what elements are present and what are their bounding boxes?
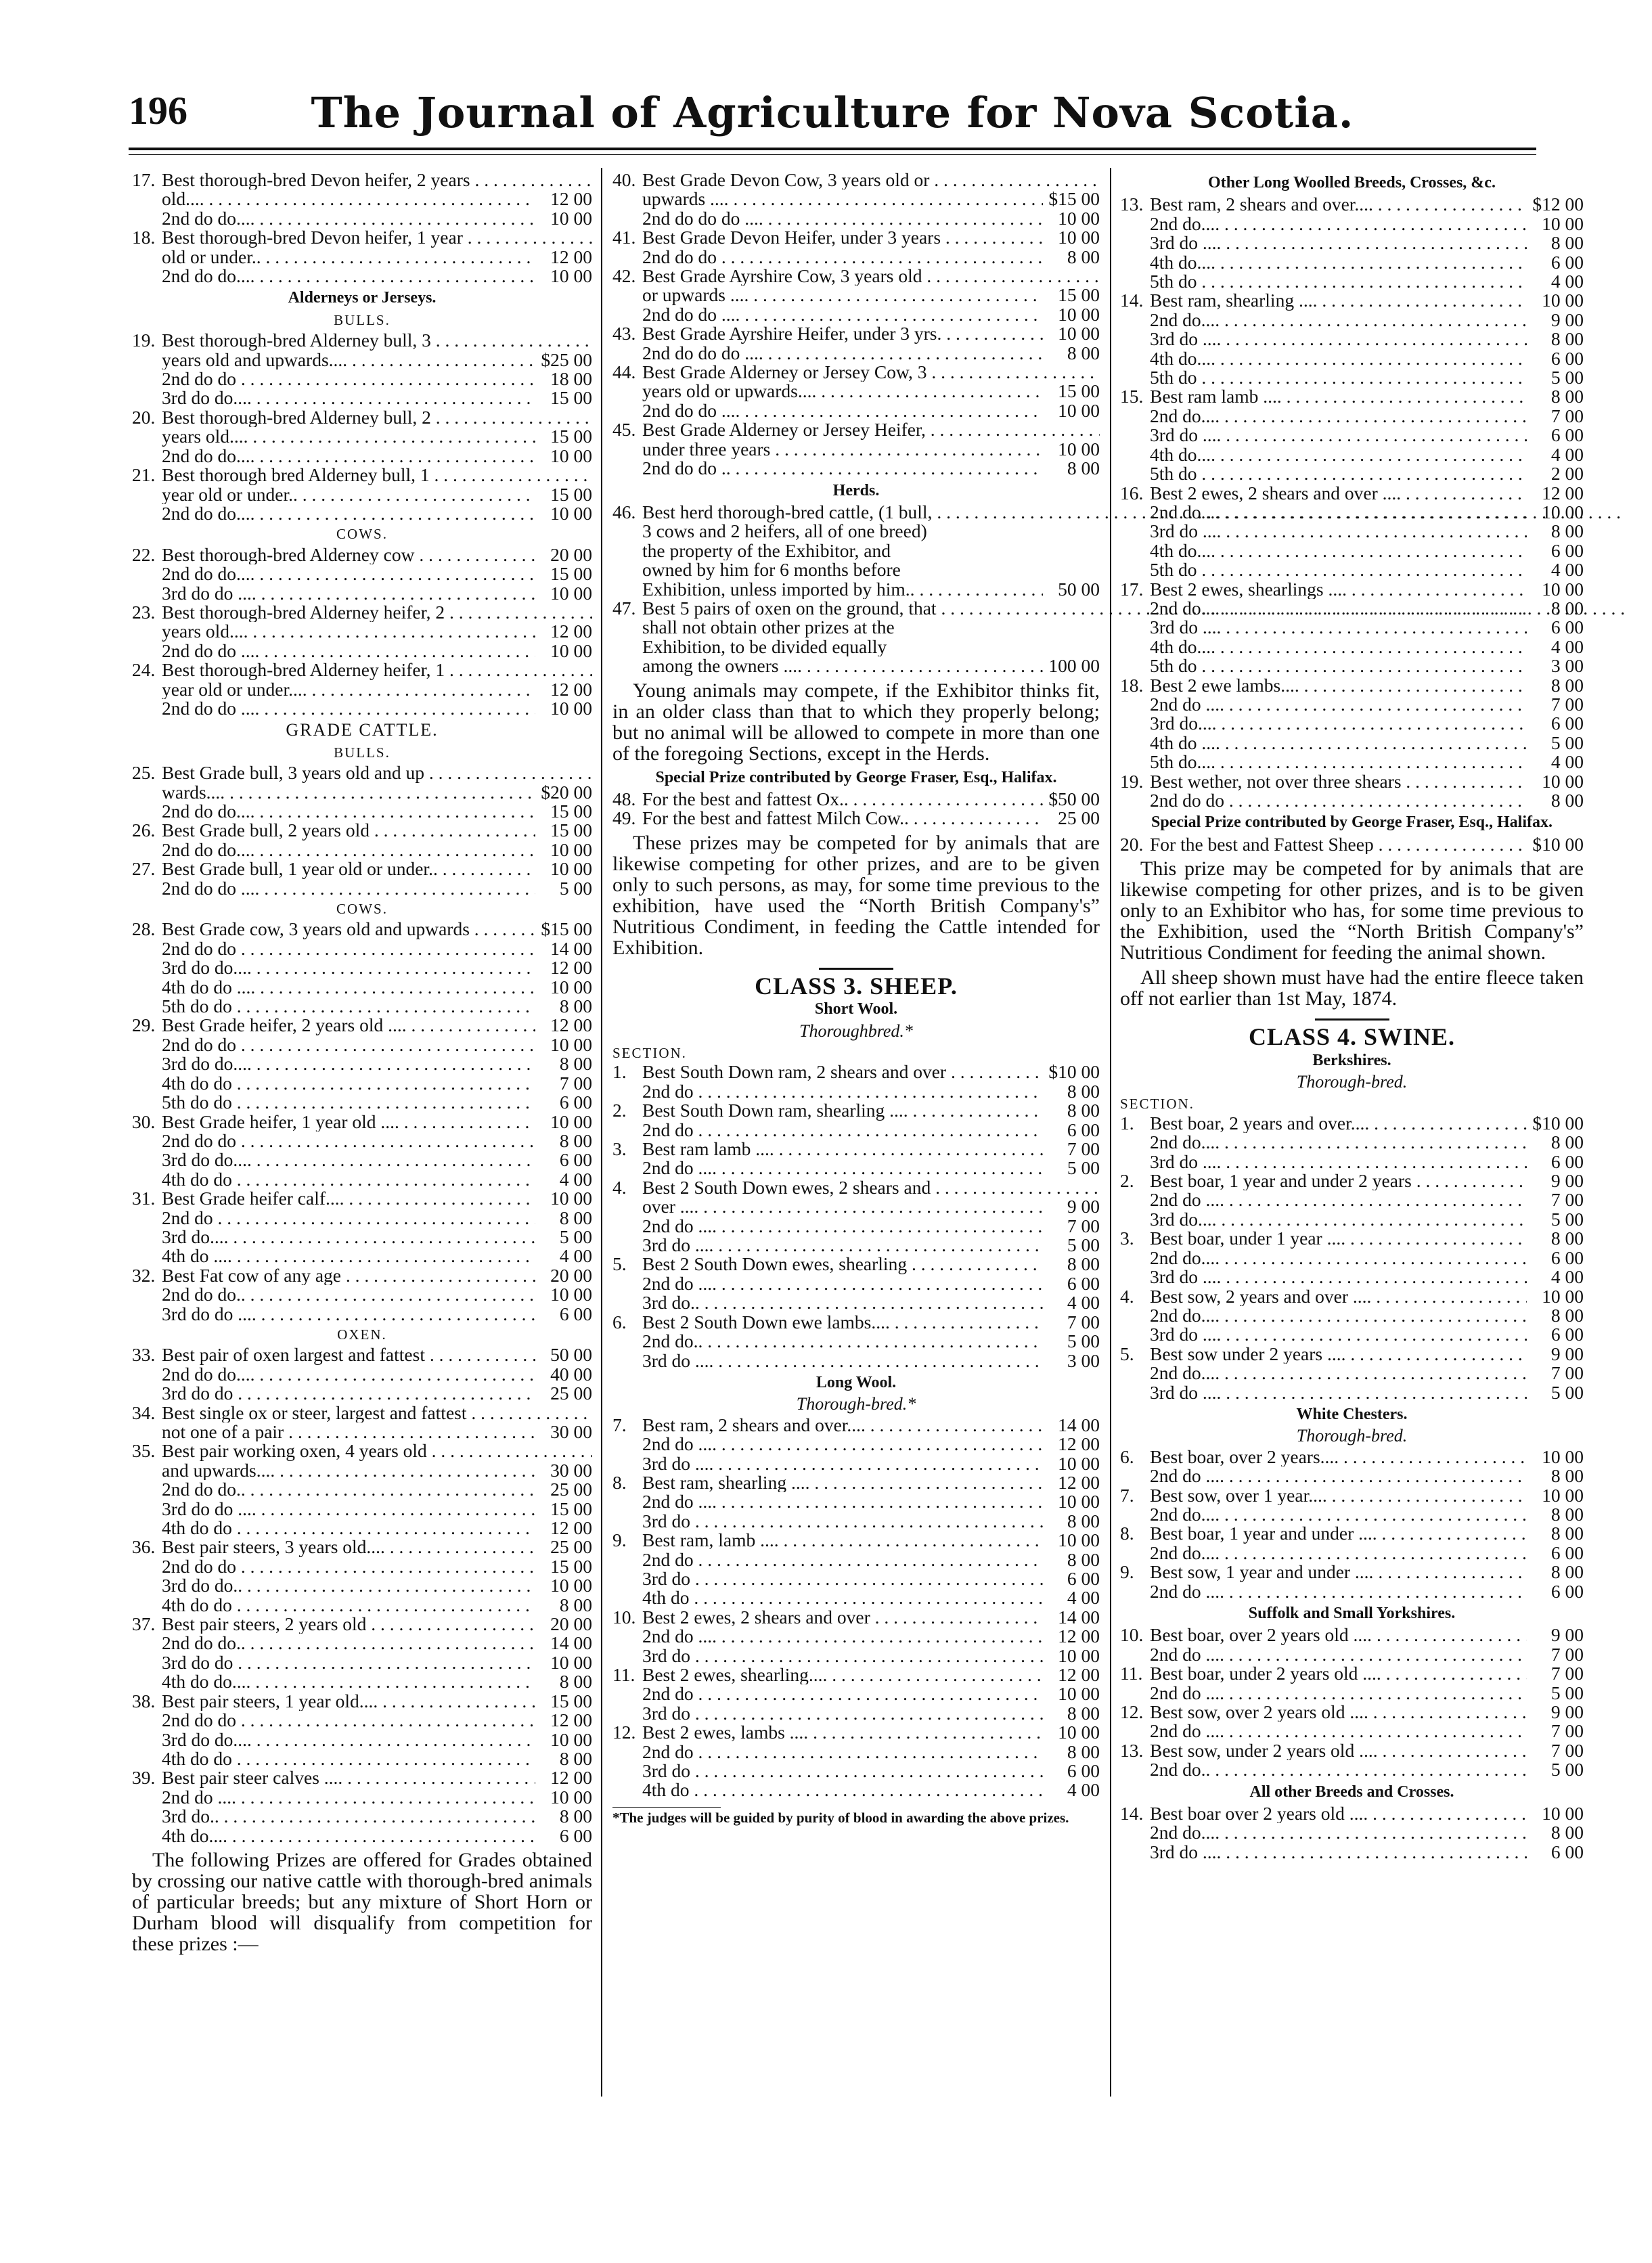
prize-entry: 2nd do.... . . . 10 00 <box>1120 215 1584 233</box>
prize-entry: 26. Best Grade bull, 2 years old . . . 15 00 <box>132 821 592 840</box>
prize-entry: 2nd do do . . . 8 00 <box>612 248 1100 267</box>
prize-entry: 4. Best 2 South Down ewes, 2 shears and . . . <box>612 1178 1100 1197</box>
paragraph: This prize may be competed for by animals that are likewise competing for other prizes, and is to be given only to an Exhibitor who has, for some time previous to the Exhibition, used the “North British Company's” Nutritious Condiment for feeding the animal shown. <box>1120 857 1584 964</box>
prize-entry: 4th do.... . . . 6 00 <box>1120 253 1584 272</box>
prize-entry-cont: Exhibition, unless imported by him.. . . . 50 00 <box>612 580 1100 599</box>
prize-entry: 3. Best boar, under 1 year .... . . . 8 00 <box>1120 1229 1584 1248</box>
prize-entry: 3rd do.... . . . 6 00 <box>1120 714 1584 733</box>
section-subheading: Thoroughbred.* <box>799 1021 913 1041</box>
prize-entry: 39. Best pair steer calves .... . . . 12 00 <box>132 1768 592 1787</box>
prize-entry: 18. Best 2 ewe lambs.... . . . 8 00 <box>1120 676 1584 695</box>
prize-entry: 2nd do do . . . 14 00 <box>132 939 592 958</box>
section-subheading: Thorough-bred. <box>1296 1426 1408 1446</box>
column-rule <box>1110 168 1111 2097</box>
prize-entry: 2nd do .... . . . 7 00 <box>1120 1190 1584 1209</box>
section-label: SECTION. <box>612 1045 687 1061</box>
section-subheading: Thorough-bred. <box>1296 1072 1408 1092</box>
prize-entry: 8. Best ram, shearling .... . . . 12 00 <box>612 1473 1100 1492</box>
prize-entry: 3rd do .... . . . 5 00 <box>1120 1383 1584 1402</box>
prize-entry: 28. Best Grade cow, 3 years old and upwards . . . $15 00 <box>132 920 592 939</box>
prize-entry: 2nd do.... . . . 7 00 <box>1120 1364 1584 1383</box>
prize-entry: 2nd do . . . 6 00 <box>612 1121 1100 1140</box>
prize-entry: 11. Best 2 ewes, shearling.... . . . 12 00 <box>612 1665 1100 1684</box>
prize-entry: 4th do.... . . . 6 00 <box>1120 349 1584 368</box>
paragraph: All sheep shown must have had the entire fleece taken off not earlier than 1st May, 1874. <box>1120 966 1584 1010</box>
prize-entry: 4th do . . . 4 00 <box>612 1780 1100 1799</box>
prize-entry: 4. Best sow, 2 years and over .... . . . 10 00 <box>1120 1287 1584 1306</box>
prize-entry: 2nd do .... . . . 5 00 <box>1120 1684 1584 1703</box>
prize-entry: 19. Best wether, not over three shears . . . 10 00 <box>1120 772 1584 791</box>
prize-entry-cont: and upwards.... . . . 30 00 <box>132 1461 592 1480</box>
prize-entry-cont: 3 cows and 2 heifers, all of one breed) <box>642 522 927 541</box>
prize-entry: 22. Best thorough-bred Alderney cow . . . 20 00 <box>132 545 592 564</box>
prize-entry: 37. Best pair steers, 2 years old . . . 20 00 <box>132 1615 592 1634</box>
column-rule <box>601 168 602 2097</box>
prize-entry: 32. Best Fat cow of any age . . . 20 00 <box>132 1266 592 1285</box>
prize-entry: 38. Best pair steers, 1 year old.... . . . 15 00 <box>132 1692 592 1711</box>
section-heading: Berkshires. <box>1312 1051 1391 1069</box>
prize-entry: 3rd do.. . . . 4 00 <box>612 1293 1100 1312</box>
prize-entry: 2nd do do.... . . . 15 00 <box>132 802 592 821</box>
prize-entry: 2nd do . . . 8 00 <box>612 1082 1100 1101</box>
paragraph: Young animals may compete, if the Exhibitor thinks fit, in an older class than that to which they properly belong; but no animal will be allowed to compete in more than one of the foregoing Sections, except in the Herds. <box>612 679 1100 765</box>
prize-entry: 35. Best pair working oxen, 4 years old . . . <box>132 1441 592 1460</box>
subsection-heading: OXEN. <box>337 1326 387 1343</box>
prize-entry: 46. Best herd thorough-bred cattle, (1 bull, . . . <box>612 503 1100 522</box>
prize-entry: 3rd do .... . . . 5 00 <box>612 1236 1100 1255</box>
prize-entry: 2nd do.. . . . 5 00 <box>1120 1760 1584 1779</box>
prize-entry: 2nd do.... . . . 8 00 <box>1120 1133 1584 1152</box>
prize-entry: 2nd do.... . . . 6 00 <box>1120 1249 1584 1268</box>
section-label: SECTION. <box>1120 1096 1195 1113</box>
prize-entry: 3rd do .... . . . 6 00 <box>1120 426 1584 445</box>
prize-entry: 36. Best pair steers, 3 years old.... . . . 25 00 <box>132 1538 592 1556</box>
prize-entry: 20. Best thorough-bred Alderney bull, 2 . . . <box>132 408 592 427</box>
prize-entry: 3rd do do.... . . . 12 00 <box>132 958 592 977</box>
prize-entry: 3rd do.... . . . 5 00 <box>132 1228 592 1247</box>
prize-entry: 2. Best South Down ram, shearling .... . . . 8 00 <box>612 1101 1100 1120</box>
prize-entry: 3rd do do .... . . . 6 00 <box>132 1305 592 1324</box>
prize-entry: 24. Best thorough-bred Alderney heifer, 1 . . . <box>132 660 592 679</box>
prize-entry: 3rd do .... . . . 6 00 <box>1120 618 1584 637</box>
section-heading: All other Breeds and Crosses. <box>1249 1783 1454 1801</box>
prize-entry: 2nd do do .... . . . 5 00 <box>132 879 592 898</box>
header-rule-thin <box>129 154 1536 155</box>
prize-entry-cont: the property of the Exhibitor, and <box>642 541 891 561</box>
prize-entry: 11. Best boar, under 2 years old .... . . . 7 00 <box>1120 1664 1584 1683</box>
prize-entry: 2nd do .... . . . 6 00 <box>1120 1582 1584 1601</box>
prize-entry: 18. Best thorough-bred Devon heifer, 1 year . . . <box>132 228 592 247</box>
prize-entry: 3rd do do.... . . . 10 00 <box>132 1730 592 1749</box>
prize-entry: 42. Best Grade Ayrshire Cow, 3 years old . . . <box>612 267 1100 286</box>
prize-entry: 3rd do do.... . . . 8 00 <box>132 1054 592 1073</box>
prize-entry: 13. Best sow, under 2 years old .... . . . 7 00 <box>1120 1741 1584 1760</box>
prize-entry: 33. Best pair of oxen largest and fattest . . . 50 00 <box>132 1345 592 1364</box>
prize-entry: 27. Best Grade bull, 1 year old or under.. . . . 10 00 <box>132 859 592 878</box>
subsection-heading: BULLS. <box>334 311 390 328</box>
prize-entry: 3rd do do .... . . . 10 00 <box>132 584 592 603</box>
prize-entry: 6. Best 2 South Down ewe lambs.... . . . 7 00 <box>612 1313 1100 1332</box>
prize-entry: 19. Best thorough-bred Alderney bull, 3 . . . <box>132 331 592 350</box>
prize-entry: 5. Best sow under 2 years .... . . . 9 00 <box>1120 1345 1584 1364</box>
prize-entry: 2nd do.... . . . 6 00 <box>1120 1544 1584 1563</box>
prize-entry: 2nd do do .... . . . 10 00 <box>132 699 592 718</box>
subsection-heading: BULLS. <box>334 744 390 761</box>
prize-entry: 2. Best boar, 1 year and under 2 years . . . 9 00 <box>1120 1171 1584 1190</box>
prize-entry: 4th do .... . . . 4 00 <box>132 1247 592 1265</box>
subsection-heading: COWS. <box>336 526 388 543</box>
prize-entry: 3rd do .... . . . 8 00 <box>1120 522 1584 541</box>
prize-entry: 14. Best boar over 2 years old .... . . . 10 00 <box>1120 1804 1584 1823</box>
section-heading: Alderneys or Jerseys. <box>288 289 437 307</box>
prize-entry: 3rd do do.... . . . 15 00 <box>132 388 592 407</box>
prize-entry: 2nd do do.. . . . 25 00 <box>132 1480 592 1499</box>
separator-rule <box>819 968 893 970</box>
prize-entry: 7. Best sow, over 1 year.... . . . 10 00 <box>1120 1486 1584 1505</box>
prize-entry: 5th do do . . . 6 00 <box>132 1093 592 1112</box>
prize-entry: 5th do . . . 4 00 <box>1120 560 1584 579</box>
prize-entry: 2nd do.. . . . 5 00 <box>612 1332 1100 1351</box>
journal-title: The Journal of Agriculture for Nova Scotia. <box>311 88 1354 137</box>
prize-entry: 29. Best Grade heifer, 2 years old .... . . . 12 00 <box>132 1016 592 1035</box>
prize-entry: 3rd do .... . . . 8 00 <box>1120 233 1584 252</box>
section-heading: Long Wool. <box>816 1373 897 1391</box>
prize-entry: 49. For the best and fattest Milch Cow.. . . . 25 00 <box>612 809 1100 828</box>
prize-entry: 41. Best Grade Devon Heifer, under 3 years . . . 10 00 <box>612 228 1100 247</box>
prize-entry: 2nd do .... . . . 10 00 <box>612 1492 1100 1511</box>
prize-entry: 2nd do do . . . 12 00 <box>132 1711 592 1730</box>
section-heading: Special Prize contributed by George Fraser, Esq., Halifax. <box>655 768 1057 786</box>
prize-entry: 2nd do do.... . . . 40 00 <box>132 1365 592 1384</box>
prize-entry: 2nd do do . . . 10 00 <box>132 1035 592 1054</box>
prize-entry: 45. Best Grade Alderney or Jersey Heifer, . . . <box>612 420 1100 439</box>
prize-entry-cont: owned by him for 6 months before <box>642 560 901 580</box>
section-heading: White Chesters. <box>1296 1405 1408 1423</box>
prize-entry-cont: years old and upwards.... . . . $25 00 <box>132 351 592 369</box>
prize-entry: 14. Best ram, shearling .... . . . 10 00 <box>1120 291 1584 310</box>
prize-entry: 12. Best 2 ewes, lambs .... . . . 10 00 <box>612 1723 1100 1742</box>
prize-entry: 4th do.... . . . 4 00 <box>1120 637 1584 656</box>
prize-entry: 2nd do . . . 8 00 <box>612 1550 1100 1569</box>
prize-entry-cont: year old or under.... . . . 12 00 <box>132 680 592 699</box>
prize-entry: 12. Best sow, over 2 years old .... . . . 9 00 <box>1120 1703 1584 1722</box>
prize-entry: 2nd do do.... . . . 10 00 <box>132 504 592 523</box>
prize-entry: 3rd do .... . . . 3 00 <box>612 1351 1100 1370</box>
prize-entry: 4th do do . . . 4 00 <box>132 1170 592 1189</box>
prize-entry: 9. Best sow, 1 year and under .... . . . 8 00 <box>1120 1563 1584 1582</box>
prize-entry: 21. Best thorough bred Alderney bull, 1 . . . <box>132 466 592 485</box>
footnote: *The judges will be guided by purity of blood in awarding the above prizes. <box>612 1809 1069 1826</box>
prize-entry: 40. Best Grade Devon Cow, 3 years old or . . . <box>612 171 1100 189</box>
prize-entry: 2nd do do.. . . . 10 00 <box>132 1285 592 1304</box>
section-heading: Herds. <box>832 481 880 499</box>
paragraph: These prizes may be competed for by animals that are likewise competing for other prizes, and are to be given only to such persons, as may, for some time previous to the exhibition, have used the “North British Company's” Nutritious Condiment, in feeding the Cattle intended for Exhibition. <box>612 831 1100 959</box>
page-number: 196 <box>129 89 187 133</box>
prize-entry-cont: among the owners .... . . . 100 00 <box>612 656 1100 675</box>
prize-entry: 7. Best ram, 2 shears and over.... . . . 14 00 <box>612 1416 1100 1435</box>
separator-rule <box>1315 1018 1389 1021</box>
prize-entry: 2nd do.... . . . 7 00 <box>1120 407 1584 426</box>
prize-entry: 2nd do do .... . . . 10 00 <box>612 305 1100 324</box>
prize-entry: 2nd do .... . . . 10 00 <box>132 1788 592 1807</box>
prize-entry: 2nd do do . . . 8 00 <box>1120 791 1584 810</box>
prize-entry: 4th do do . . . 7 00 <box>132 1074 592 1093</box>
prize-entry: 2nd do .... . . . 5 00 <box>612 1159 1100 1178</box>
prize-entry: 23. Best thorough-bred Alderney heifer, 2 . . . <box>132 603 592 622</box>
footnote-rule <box>612 1807 721 1808</box>
prize-entry: 1. Best boar, 2 years and over.... . . . $10 00 <box>1120 1114 1584 1133</box>
prize-entry: 31. Best Grade heifer calf.... . . . 10 00 <box>132 1189 592 1208</box>
prize-entry: 5th do do . . . 8 00 <box>132 997 592 1016</box>
prize-entry: 2nd do.... . . . 10 00 <box>1120 503 1584 522</box>
column-3 <box>1120 171 1584 1862</box>
prize-entry: 3rd do .... . . . 6 00 <box>1120 1152 1584 1171</box>
prize-entry: 2nd do do . . . 8 00 <box>132 1132 592 1150</box>
prize-entry-cont: over .... . . . 9 00 <box>612 1197 1100 1216</box>
prize-entry: 2nd do do.... . . . 10 00 <box>132 447 592 466</box>
prize-entry: 2nd do .... . . . 12 00 <box>612 1627 1100 1646</box>
prize-entry: 2nd do do.... . . . 10 00 <box>132 841 592 859</box>
prize-entry: 34. Best single ox or steer, largest and fattest . . . <box>132 1404 592 1422</box>
prize-entry: 17. Best 2 ewes, shearlings .... . . . 10 00 <box>1120 580 1584 599</box>
page-header <box>129 88 1536 149</box>
prize-entry: 3rd do .... . . . 6 00 <box>1120 1325 1584 1344</box>
class-heading: CLASS 3. SHEEP. <box>755 972 958 1000</box>
prize-entry-cont: shall not obtain other prizes at the <box>642 618 895 637</box>
prize-entry: 4th do do . . . 8 00 <box>132 1596 592 1615</box>
prize-entry-cont: Exhibition, to be divided equally <box>642 637 887 657</box>
prize-entry: 3rd do .... . . . 6 00 <box>1120 1843 1584 1862</box>
prize-entry: 43. Best Grade Ayrshire Heifer, under 3 yrs. . . . 10 00 <box>612 324 1100 343</box>
prize-entry: 2nd do do .... . . . 10 00 <box>612 401 1100 420</box>
prize-entry: 2nd do .... . . . 7 00 <box>1120 695 1584 714</box>
prize-entry: 2nd do .... . . . 6 00 <box>612 1274 1100 1293</box>
prize-entry-cont: not one of a pair . . . 30 00 <box>132 1422 592 1441</box>
prize-entry: 3rd do . . . 6 00 <box>612 1569 1100 1588</box>
prize-entry-cont: upwards .... . . . $15 00 <box>612 189 1100 208</box>
prize-entry: 10. Best 2 ewes, 2 shears and over . . . 14 00 <box>612 1608 1100 1627</box>
header-rule <box>129 148 1536 150</box>
prize-entry: 6. Best boar, over 2 years.... . . . 10 00 <box>1120 1448 1584 1466</box>
prize-entry: 2nd do do.... . . . 10 00 <box>132 267 592 286</box>
prize-entry: 2nd do.... . . . 8 00 <box>1120 1823 1584 1842</box>
prize-entry: 2nd do do . . . 18 00 <box>132 369 592 388</box>
prize-entry: 5th do . . . 5 00 <box>1120 368 1584 387</box>
prize-entry: 3rd do do.... . . . 6 00 <box>132 1150 592 1169</box>
prize-entry-cont: under three years . . . 10 00 <box>612 440 1100 459</box>
prize-entry: 5. Best 2 South Down ewes, shearling . . . 8 00 <box>612 1255 1100 1274</box>
prize-entry-cont: or upwards .... . . . 15 00 <box>612 286 1100 305</box>
prize-entry-cont: years old.... . . . 12 00 <box>132 622 592 641</box>
prize-entry: 2nd do . . . 10 00 <box>612 1684 1100 1703</box>
prize-entry: 2nd do .... . . . 8 00 <box>1120 1466 1584 1485</box>
prize-entry: 2nd do .... . . . 7 00 <box>1120 1722 1584 1741</box>
column-2 <box>612 171 1100 1826</box>
prize-entry: 4th do.... . . . 6 00 <box>1120 541 1584 560</box>
prize-entry: 2nd do do do .... . . . 10 00 <box>612 209 1100 228</box>
prize-entry: 3rd do .... . . . 4 00 <box>1120 1268 1584 1286</box>
prize-entry: 2nd do.... . . . 9 00 <box>1120 311 1584 330</box>
subsection-heading: COWS. <box>336 901 388 918</box>
prize-entry: 4th do .... . . . 5 00 <box>1120 734 1584 753</box>
prize-entry: 2nd do do.... . . . 10 00 <box>132 209 592 228</box>
prize-entry: 3. Best ram lamb .... . . . 7 00 <box>612 1140 1100 1159</box>
prize-entry: 15. Best ram lamb .... . . . 8 00 <box>1120 387 1584 406</box>
prize-entry: 47. Best 5 pairs of oxen on the ground, that . . . <box>612 599 1100 618</box>
section-heading: Short Wool. <box>814 1000 898 1018</box>
prize-entry: 2nd do . . . 8 00 <box>612 1743 1100 1762</box>
section-heading: GRADE CATTLE. <box>286 720 439 740</box>
section-heading: Other Long Woolled Breeds, Crosses, &c. <box>1208 174 1496 192</box>
prize-entry: 5th do.... . . . 4 00 <box>1120 753 1584 771</box>
prize-entry: 5th do . . . 3 00 <box>1120 656 1584 675</box>
prize-entry: 2nd do do .... . . . 10 00 <box>132 642 592 660</box>
prize-entry: 2nd do .... . . . 7 00 <box>612 1217 1100 1236</box>
prize-entry: 4th do do . . . 8 00 <box>132 1749 592 1768</box>
prize-entry: 13. Best ram, 2 shears and over.... . . . $12 00 <box>1120 195 1584 214</box>
section-subheading: Thorough-bred.* <box>796 1394 916 1414</box>
prize-entry: 4th do . . . 4 00 <box>612 1588 1100 1607</box>
prize-entry: 17. Best thorough-bred Devon heifer, 2 years . . . <box>132 171 592 189</box>
prize-entry: 3rd do . . . 8 00 <box>612 1704 1100 1723</box>
prize-entry: 4th do.... . . . 6 00 <box>132 1827 592 1845</box>
prize-entry: 2nd do .... . . . 7 00 <box>1120 1645 1584 1664</box>
prize-entry: 2nd do.... . . . 8 00 <box>1120 599 1584 618</box>
prize-entry: 25. Best Grade bull, 3 years old and up . . . <box>132 763 592 782</box>
prize-entry-cont: years old.... . . . 15 00 <box>132 427 592 446</box>
prize-entry: 44. Best Grade Alderney or Jersey Cow, 3 . . . <box>612 363 1100 382</box>
prize-entry: 3rd do do .... . . . 15 00 <box>132 1500 592 1519</box>
prize-entry: 2nd do do.... . . . 15 00 <box>132 564 592 583</box>
prize-entry: 20. For the best and Fattest Sheep . . . $10 00 <box>1120 835 1584 854</box>
section-heading: Suffolk and Small Yorkshires. <box>1248 1605 1456 1622</box>
prize-entry: 2nd do.... . . . 8 00 <box>1120 1505 1584 1524</box>
prize-entry-cont: old.... . . . 12 00 <box>132 189 592 208</box>
prize-entry: 3rd do do . . . 25 00 <box>132 1384 592 1403</box>
prize-entry: 9. Best ram, lamb .... . . . 10 00 <box>612 1531 1100 1550</box>
paragraph: The following Prizes are offered for Grades obtained by crossing our native cattle with thorough-bred animals of particular breeds; but any mixture of Short Horn or Durham blood will disqualify from competition for these prizes :— <box>132 1848 592 1955</box>
prize-entry: 5th do . . . 2 00 <box>1120 464 1584 483</box>
prize-entry: 30. Best Grade heifer, 1 year old .... . . . 10 00 <box>132 1113 592 1132</box>
prize-entry: 3rd do . . . 10 00 <box>612 1646 1100 1665</box>
prize-entry-cont: old or under.. . . . 12 00 <box>132 248 592 267</box>
prize-entry: 3rd do.. . . . 8 00 <box>132 1807 592 1826</box>
prize-entry: 2nd do .... . . . 12 00 <box>612 1435 1100 1454</box>
prize-entry: 2nd do do do .... . . . 8 00 <box>612 344 1100 363</box>
prize-entry: 3rd do . . . 6 00 <box>612 1762 1100 1780</box>
prize-entry: 2nd do.... . . . 8 00 <box>1120 1306 1584 1325</box>
class-heading: CLASS 4. SWINE. <box>1248 1023 1456 1051</box>
prize-entry: 4th do do . . . 12 00 <box>132 1519 592 1538</box>
prize-entry: 48. For the best and fattest Ox.. . . . $50 00 <box>612 790 1100 809</box>
prize-entry: 8. Best boar, 1 year and under .... . . . 8 00 <box>1120 1524 1584 1543</box>
prize-entry: 10. Best boar, over 2 years old .... . . . 9 00 <box>1120 1626 1584 1644</box>
prize-entry-cont: years old or upwards.... . . . 15 00 <box>612 382 1100 401</box>
prize-entry: 5th do . . . 4 00 <box>1120 272 1584 291</box>
prize-entry-cont: wards.... . . . $20 00 <box>132 783 592 802</box>
prize-entry: 16. Best 2 ewes, 2 shears and over .... . . . 12 00 <box>1120 484 1584 503</box>
prize-entry: 2nd do . . . 8 00 <box>132 1209 592 1228</box>
prize-entry-cont: year old or under.. . . . 15 00 <box>132 485 592 504</box>
prize-entry: 1. Best South Down ram, 2 shears and over . . . $10 00 <box>612 1062 1100 1081</box>
prize-entry: 3rd do do.. . . . 10 00 <box>132 1576 592 1595</box>
prize-entry: 4th do.... . . . 4 00 <box>1120 445 1584 464</box>
prize-entry: 3rd do .... . . . 8 00 <box>1120 330 1584 349</box>
prize-entry: 2nd do do . . . 15 00 <box>132 1557 592 1576</box>
prize-entry: 2nd do do.. . . . 14 00 <box>132 1634 592 1653</box>
column-1 <box>132 171 592 1958</box>
prize-entry: 3rd do.... . . . 5 00 <box>1120 1210 1584 1229</box>
section-heading: Special Prize contributed by George Fraser, Esq., Halifax. <box>1151 813 1553 832</box>
prize-entry: 4th do do .... . . . 10 00 <box>132 978 592 997</box>
prize-entry: 3rd do .... . . . 10 00 <box>612 1454 1100 1473</box>
prize-entry: 4th do do.... . . . 8 00 <box>132 1672 592 1691</box>
prize-entry: 3rd do do . . . 10 00 <box>132 1653 592 1672</box>
prize-entry: 2nd do do .. . . . 8 00 <box>612 459 1100 478</box>
prize-entry: 3rd do . . . 8 00 <box>612 1512 1100 1531</box>
